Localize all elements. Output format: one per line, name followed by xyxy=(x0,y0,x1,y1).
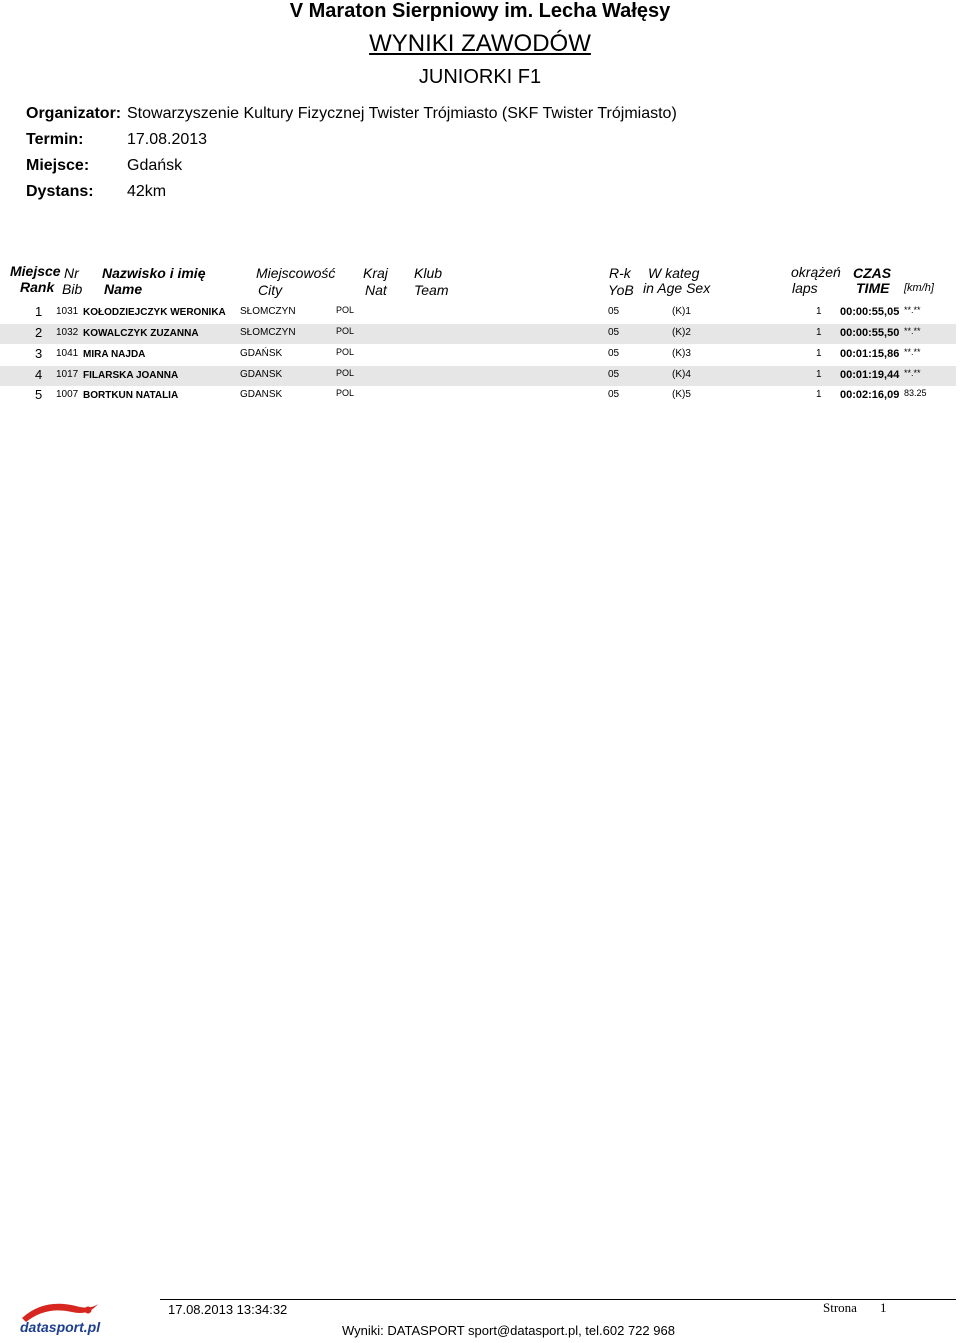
place-value: Gdańsk xyxy=(127,157,183,174)
footer-page-number: 1 xyxy=(880,1300,887,1315)
bib-cell: 1031 xyxy=(56,306,79,317)
time-cell: 00:01:19,44 xyxy=(840,369,900,381)
rank-cell: 1 xyxy=(35,304,43,319)
category-cell: (K)1 xyxy=(672,306,691,317)
col-rank-en: Rank xyxy=(20,279,55,295)
col-city-en: City xyxy=(258,282,283,298)
col-rank-pl: Miejsce xyxy=(10,263,61,279)
speed-cell: **.** xyxy=(904,305,921,315)
col-city-pl: Miejscowość xyxy=(256,265,336,281)
col-nat-pl: Kraj xyxy=(363,265,388,281)
category-cell: (K)4 xyxy=(672,369,691,380)
col-name-pl: Nazwisko i imię xyxy=(102,265,206,281)
table-row xyxy=(0,386,956,406)
distance-value: 42km xyxy=(127,183,167,200)
date-value: 17.08.2013 xyxy=(127,131,208,148)
date-label: Termin: xyxy=(26,131,84,148)
category-cell: (K)2 xyxy=(672,327,691,338)
rank-cell: 5 xyxy=(35,387,43,402)
name-cell: KOWALCZYK ZUZANNA xyxy=(83,328,199,339)
col-name-en: Name xyxy=(104,281,143,297)
col-laps-en: laps xyxy=(792,280,818,296)
name-cell: BORTKUN NATALIA xyxy=(83,390,179,401)
col-bib-pl: Nr xyxy=(64,265,79,281)
col-nat-en: Nat xyxy=(365,282,387,298)
nat-cell: POL xyxy=(336,368,355,378)
name-cell: FILARSKA JOANNA xyxy=(83,370,179,381)
speed-cell: **.** xyxy=(904,347,921,357)
distance-label: Dystans: xyxy=(26,183,94,200)
col-yob-pl: R-k xyxy=(609,265,631,281)
col-time-pl: CZAS xyxy=(853,265,892,281)
time-cell: 00:00:55,50 xyxy=(840,327,900,339)
col-yob-en: YoB xyxy=(608,282,634,298)
laps-cell: 1 xyxy=(816,389,822,400)
col-team-en: Team xyxy=(414,282,449,298)
footer-contact: Wyniki: DATASPORT sport@datasport.pl, tel.602 722 968 xyxy=(342,1323,675,1338)
col-bib-en: Bib xyxy=(62,281,83,297)
city-cell: SŁOMCZYN xyxy=(240,306,296,317)
col-cat-en: in Age Sex xyxy=(643,280,711,296)
laps-cell: 1 xyxy=(816,327,822,338)
table-row xyxy=(0,324,956,344)
yob-cell: 05 xyxy=(608,369,620,380)
nat-cell: POL xyxy=(336,326,355,336)
table-row xyxy=(0,303,956,323)
nat-cell: POL xyxy=(336,388,355,398)
city-cell: GDAŃSK xyxy=(240,348,283,359)
place-label: Miejsce: xyxy=(26,157,90,174)
yob-cell: 05 xyxy=(608,389,620,400)
event-title: V Maraton Sierpniowy im. Lecha Wałęsy xyxy=(289,0,671,22)
rank-cell: 4 xyxy=(35,367,43,382)
datasport-logo xyxy=(18,1300,104,1340)
time-cell: 00:01:15,86 xyxy=(840,348,900,360)
yob-cell: 05 xyxy=(608,348,620,359)
logo-dot xyxy=(85,1307,92,1314)
bib-cell: 1017 xyxy=(56,369,79,380)
rank-cell: 2 xyxy=(35,325,43,340)
logo-text: datasport.pl xyxy=(20,1319,101,1335)
laps-cell: 1 xyxy=(816,369,822,380)
speed-cell: 83.25 xyxy=(904,388,927,398)
nat-cell: POL xyxy=(336,305,355,315)
time-cell: 00:02:16,09 xyxy=(840,389,900,401)
col-laps-pl: okrążeń xyxy=(791,264,841,280)
category-title: JUNIORKI F1 xyxy=(418,66,542,88)
col-speed-unit: [km/h] xyxy=(904,282,934,294)
yob-cell: 05 xyxy=(608,306,620,317)
city-cell: GDANSK xyxy=(240,389,283,400)
bib-cell: 1007 xyxy=(56,389,79,400)
footer-timestamp: 17.08.2013 13:34:32 xyxy=(168,1302,288,1317)
bib-cell: 1032 xyxy=(56,327,79,338)
col-cat-pl: W kateg xyxy=(648,265,700,281)
category-cell: (K)3 xyxy=(672,348,691,359)
results-title: WYNIKI ZAWODÓW xyxy=(369,30,591,57)
name-cell: MIRA NAJDA xyxy=(83,349,146,360)
laps-cell: 1 xyxy=(816,306,822,317)
laps-cell: 1 xyxy=(816,348,822,359)
footer-page-label: Strona xyxy=(823,1300,857,1315)
time-cell: 00:00:55,05 xyxy=(840,306,900,318)
city-cell: SŁOMCZYN xyxy=(240,327,296,338)
organizer-value: Stowarzyszenie Kultury Fizycznej Twister Trójmiasto (SKF Twister Trójmiasto) xyxy=(127,105,677,122)
speed-cell: **.** xyxy=(904,368,921,378)
col-team-pl: Klub xyxy=(414,265,443,281)
rank-cell: 3 xyxy=(35,346,43,361)
speed-cell: **.** xyxy=(904,326,921,336)
name-cell: KOŁODZIEJCZYK WERONIKA xyxy=(83,307,226,318)
yob-cell: 05 xyxy=(608,327,620,338)
city-cell: GDANSK xyxy=(240,369,283,380)
nat-cell: POL xyxy=(336,347,355,357)
category-cell: (K)5 xyxy=(672,389,691,400)
organizer-label: Organizator: xyxy=(26,105,122,122)
bib-cell: 1041 xyxy=(56,348,79,359)
table-row xyxy=(0,366,956,386)
col-time-en: TIME xyxy=(856,280,890,296)
table-row xyxy=(0,345,956,365)
